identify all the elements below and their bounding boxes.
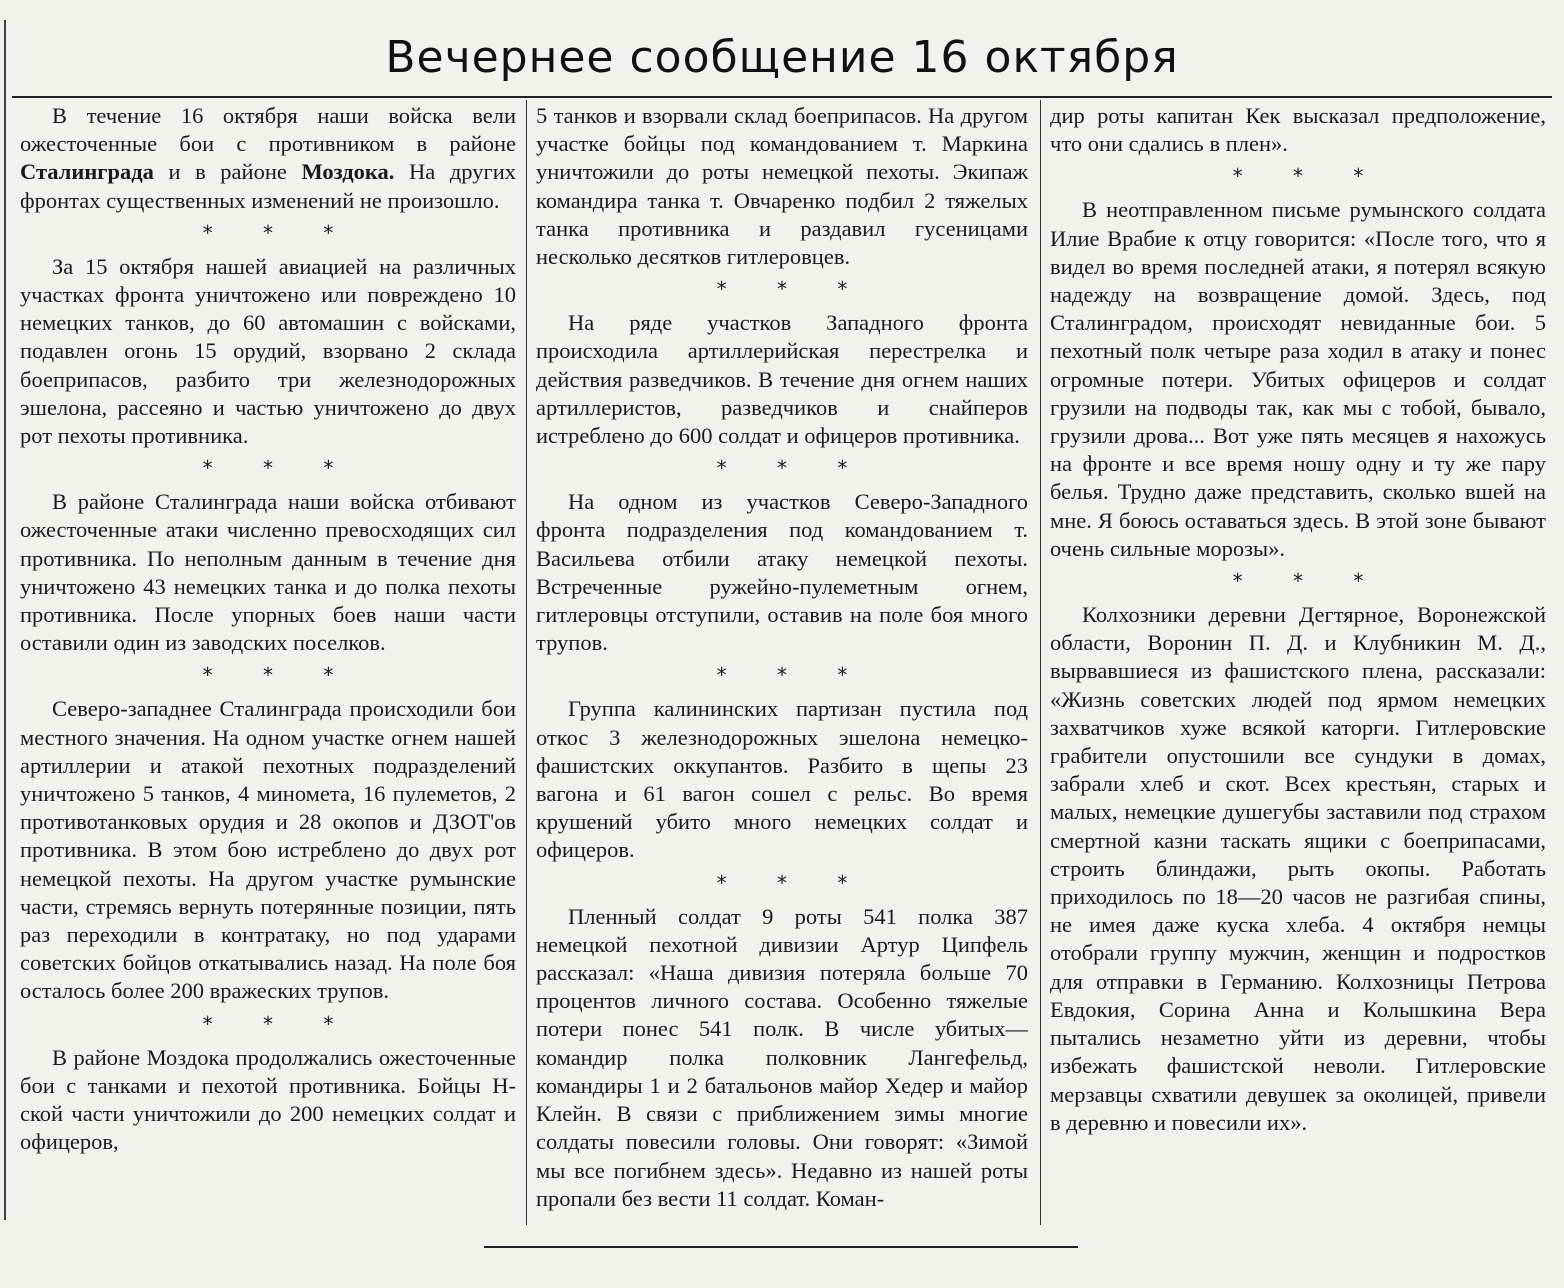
paragraph: За 15 октября нашей авиацией на различных участках фронта уничтожено или повреждено 10 немецких танков, до 60 автомашин с войсками, подавлен огонь 15 орудий, взорвано 2 склада боеприпасов, разбито три железнодорожных эшелона, рассеяно и частью уничтожено до двух рот пехоты противника. bbox=[20, 253, 516, 449]
place-name: Сталинграда bbox=[20, 159, 154, 185]
section-separator: * * * bbox=[716, 870, 870, 895]
section-separator: * * * bbox=[202, 1011, 356, 1036]
section-separator: * * * bbox=[716, 663, 870, 688]
paragraph: Группа калининских партизан пустила под откос 3 железнодорожных эшелона немецко-фашистских оккупантов. Разбито в щепы 23 вагона и 61 вагон сошел с рельс. Во время крушений убито много немецких солдат и офицеров. bbox=[536, 696, 1028, 863]
paragraph: Колхозники деревни Дегтярное, Воронежской области, Воронин П. Д. и Клубникин М. Д., вырвавшиеся из фашистского плена, рассказали: «Жизнь советских людей под ярмом немецких захватчиков хуже всякой каторги. Гитлеровские грабители опустошили все сундуки в домах, забрали хлеб и скот. Всех крестьян, старых и малых, немецкие душегубы заставили под страхом смертной казни таскать ящики с боеприпасами, строить блиндажи, рыть окопы. Работать приходилось по 18—20 часов не разгибая спины, не имея даже куска хлеба. 4 октября немцы отобрали группу мужчин, женщин и подростков для отправки в Германию. Колхозницы Петрова Евдокия, Сорина Анна и Колышкина Вера пытались незаметно уйти из деревни, чтобы избежать фашистской неволи. Гитлеровские мерзавцы схватили девушек за околицей, привели в деревню и повесили их». bbox=[1050, 602, 1546, 1135]
column-2 bbox=[536, 102, 1028, 1213]
column-1 bbox=[20, 102, 516, 1157]
page-edge-rule bbox=[4, 20, 6, 1220]
section-separator: * * * bbox=[716, 456, 870, 481]
section-separator: * * * bbox=[202, 220, 356, 245]
column-3 bbox=[1050, 102, 1546, 1137]
section-separator: * * * bbox=[1232, 569, 1386, 594]
paragraph: В районе Моздока продолжались ожесточенные бои с танками и пехотой противника. Бойцы Н-ской части уничтожили до 200 немецких солдат и офицеров, bbox=[20, 1044, 516, 1155]
column-divider-2 bbox=[1040, 100, 1041, 1225]
paragraph: В течение 16 октября наши войска вели ожесточенные бои с противником в районе Сталинграда и в районе Моздока. На других фронтах существенных изменений не произошло. bbox=[20, 103, 516, 213]
paragraph: Северо-западнее Сталинграда происходили бои местного значения. На одном участке огнем нашей артиллерии и атакой пехотных подразделений уничтожено 5 танков, 4 миномета, 16 пулеметов, 2 противотанковых орудия и 28 окопов и ДЗОТ'ов противника. В этом бою истреблено до двух рот немецкой пехоты. На другом участке румынские части, стремясь вернуть потерянные позиции, пять раз переходили в контратаку, но под ударами советских бойцов откатывались назад. На поле боя осталось более 200 вражеских трупов. bbox=[20, 696, 516, 1004]
paragraph: Пленный солдат 9 роты 541 полка 387 немецкой пехотной дивизии Артур Ципфель рассказал: «Наша дивизия потеряла больше 70 процентов личного состава. Особенно тяжелые потери понес 541 полк. В числе убитых—командир полка полковник Лангефельд, командиры 1 и 2 батальонов майор Хедер и майор Клейн. В связи с приближением зимы многие солдаты повесили головы. Они говорят: «Зимой мы все погибнем здесь». Недавно из нашей роты пропали без вести 11 солдат. Коман- bbox=[536, 903, 1028, 1211]
section-separator: * * * bbox=[716, 277, 870, 302]
paragraph: На ряде участков Западного фронта происходила артиллерийская перестрелка и действия разведчиков. В течение дня огнем наших артиллеристов, разведчиков и снайперов истреблено до 600 солдат и офицеров противника. bbox=[536, 310, 1028, 449]
section-separator: * * * bbox=[202, 663, 356, 688]
place-name: Моздока. bbox=[301, 159, 395, 185]
section-separator: * * * bbox=[1232, 164, 1386, 189]
paragraph: дир роты капитан Кек высказал предположение, что они сдались в плен». bbox=[1050, 103, 1546, 157]
paragraph: В неотправленном письме румынского солдата Илие Врабие к отцу говорится: «После того, что я видел во время последней атаки, я потерял всякую надежду на возвращение домой. Здесь, под Сталинградом, происходят невиданные бои. 5 пехотный полк четыре раза ходил в атаку и понес огромные потери. Убитых офицеров и солдат грузили на подводы так, как мы с тобой, бывало, грузили дрова... Вот уже пять месяцев я нахожусь на фронте и все время ношу одну и ту же пару белья. Трудно даже представить, сколько вшей на мне. Я боюсь оставаться здесь. В этой зоне бывают очень сильные морозы». bbox=[1050, 197, 1546, 561]
end-rule bbox=[484, 1246, 1078, 1248]
paragraph: В районе Сталинграда наши войска отбивают ожесточенные атаки численно превосходящих сил противника. По неполным данным в течение дня уничтожено 43 немецких танка и до полка пехоты противника. После упорных боев наши части оставили один из заводских поселков. bbox=[20, 489, 516, 656]
paragraph: На одном из участков Северо-Западного фронта подразделения под командованием т. Васильева отбили атаку немецкой пехоты. Встреченные ружейно-пулеметным огнем, гитлеровцы отступили, оставив на поле боя много трупов. bbox=[536, 489, 1028, 656]
column-divider-1 bbox=[526, 100, 527, 1225]
paragraph: 5 танков и взорвали склад боеприпасов. На другом участке бойцы под командованием т. Маркина уничтожили до роты немецкой пехоты. Экипаж командира танка т. Овчаренко подбил 2 тяжелых танка противника и раздавил гусеницами несколько десятков гитлеровцев. bbox=[536, 103, 1028, 270]
headline: Вечернее сообщение 16 октября bbox=[385, 32, 1179, 83]
section-separator: * * * bbox=[202, 456, 356, 481]
headline-rule bbox=[12, 96, 1552, 98]
